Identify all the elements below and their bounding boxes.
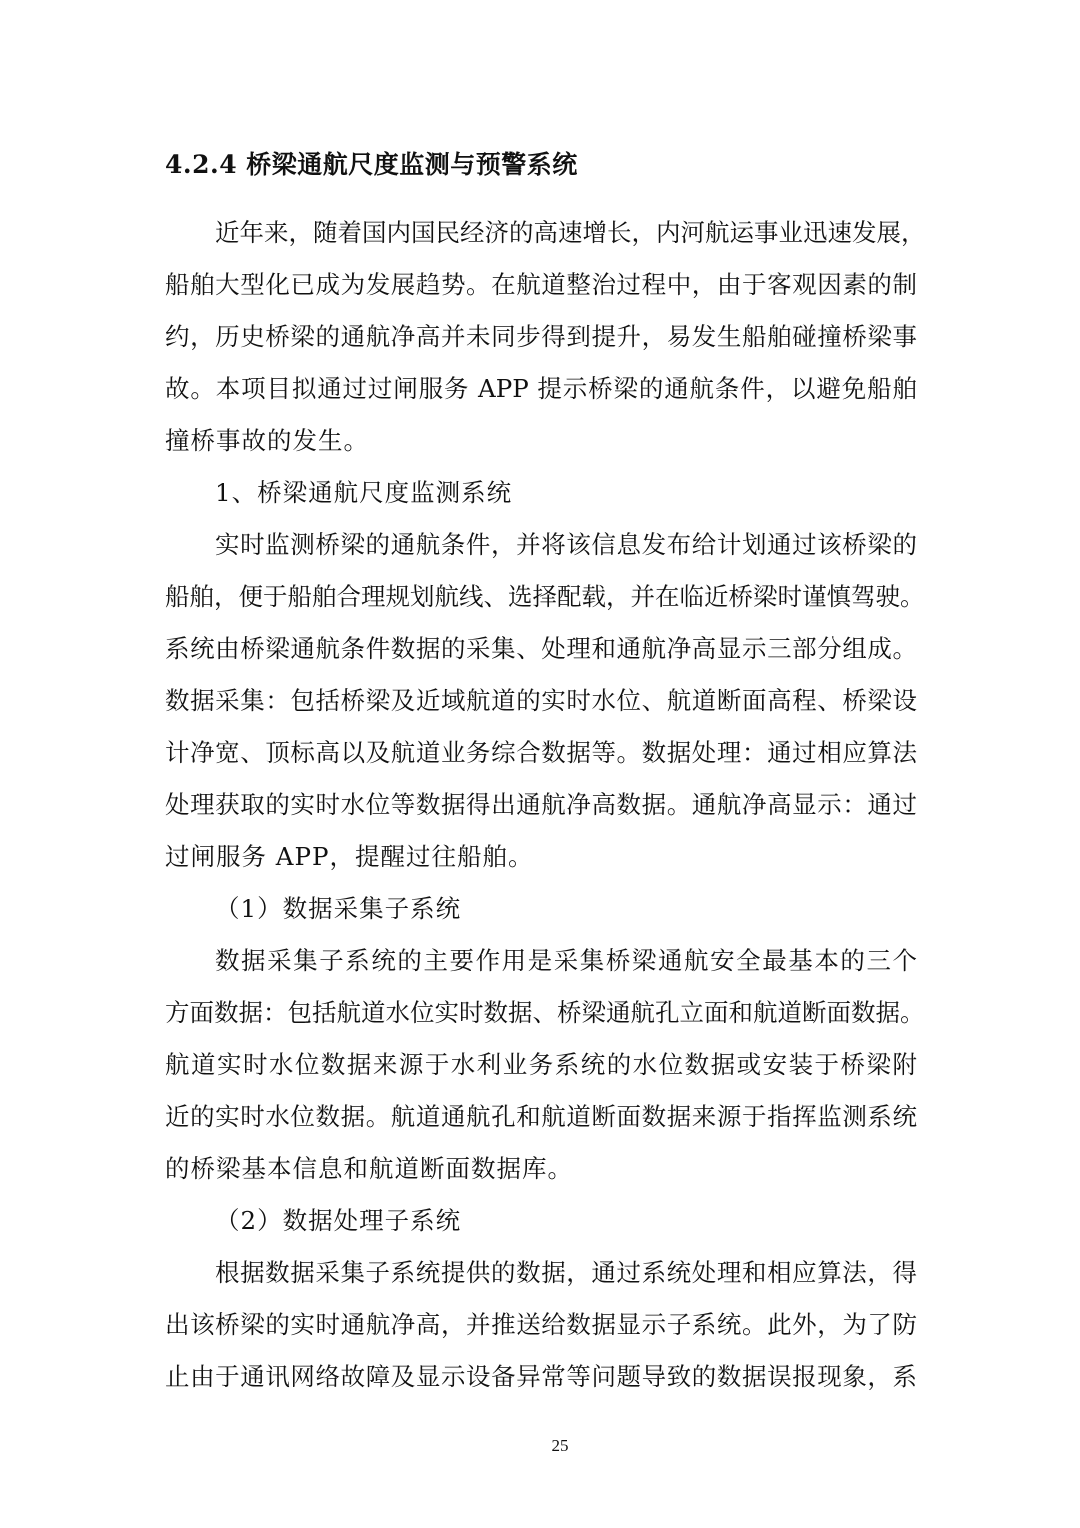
paragraph-line: 系统由桥梁通航条件数据的采集、处理和通航净高显示三部分组成。 [165,634,917,663]
paragraph-line: 根据数据采集子系统提供的数据，通过系统处理和相应算法，得 [215,1258,917,1287]
page-number: 25 [551,1436,569,1455]
paragraph-line: 撞桥事故的发生。 [165,426,369,455]
paragraph-line: 出该桥梁的实时通航净高，并推送给数据显示子系统。此外，为了防 [165,1310,917,1339]
paragraph-line: 计净宽、顶标高以及航道业务综合数据等。数据处理：通过相应算法 [165,738,917,767]
paragraph-line: 止由于通讯网络故障及显示设备异常等问题导致的数据误报现象，系 [165,1362,917,1391]
paragraph-line: 的桥梁基本信息和航道断面数据库。 [165,1154,573,1183]
paragraph-line: 处理获取的实时水位等数据得出通航净高数据。通航净高显示：通过 [165,790,917,819]
subsection-heading: （2）数据处理子系统 [215,1206,462,1235]
paragraph-line: 实时监测桥梁的通航条件，并将该信息发布给计划通过该桥梁的 [215,530,917,559]
paragraph-line: 数据采集子系统的主要作用是采集桥梁通航安全最基本的三个 [215,946,917,975]
paragraph-line: 近年来，随着国内国民经济的高速增长，内河航运事业迅速发展， [215,218,926,247]
paragraph-line: 数据采集：包括桥梁及近域航道的实时水位、航道断面高程、桥梁设 [165,686,917,715]
section-heading: 4.2.4 桥梁通航尺度监测与预警系统 [165,150,578,179]
subsection-heading: 1、桥梁通航尺度监测系统 [215,478,513,507]
paragraph-line: 过闸服务 APP，提醒过往船舶。 [165,842,534,871]
paragraph-line: 故。本项目拟通过过闸服务 APP 提示桥梁的通航条件，以避免船舶 [165,374,917,403]
paragraph-line: 近的实时水位数据。航道通航孔和航道断面数据来源于指挥监测系统 [165,1102,917,1131]
paragraph-line: 约，历史桥梁的通航净高并未同步得到提升，易发生船舶碰撞桥梁事 [165,322,917,351]
paragraph-line: 船舶，便于船舶合理规划航线、选择配载，并在临近桥梁时谨慎驾驶。 [165,582,925,611]
subsection-heading: （1）数据采集子系统 [215,894,462,923]
paragraph-line: 船舶大型化已成为发展趋势。在航道整治过程中，由于客观因素的制 [165,270,917,299]
paragraph-line: 方面数据：包括航道水位实时数据、桥梁通航孔立面和航道断面数据。 [165,998,925,1027]
paragraph-line: 航道实时水位数据来源于水利业务系统的水位数据或安装于桥梁附 [165,1050,917,1079]
